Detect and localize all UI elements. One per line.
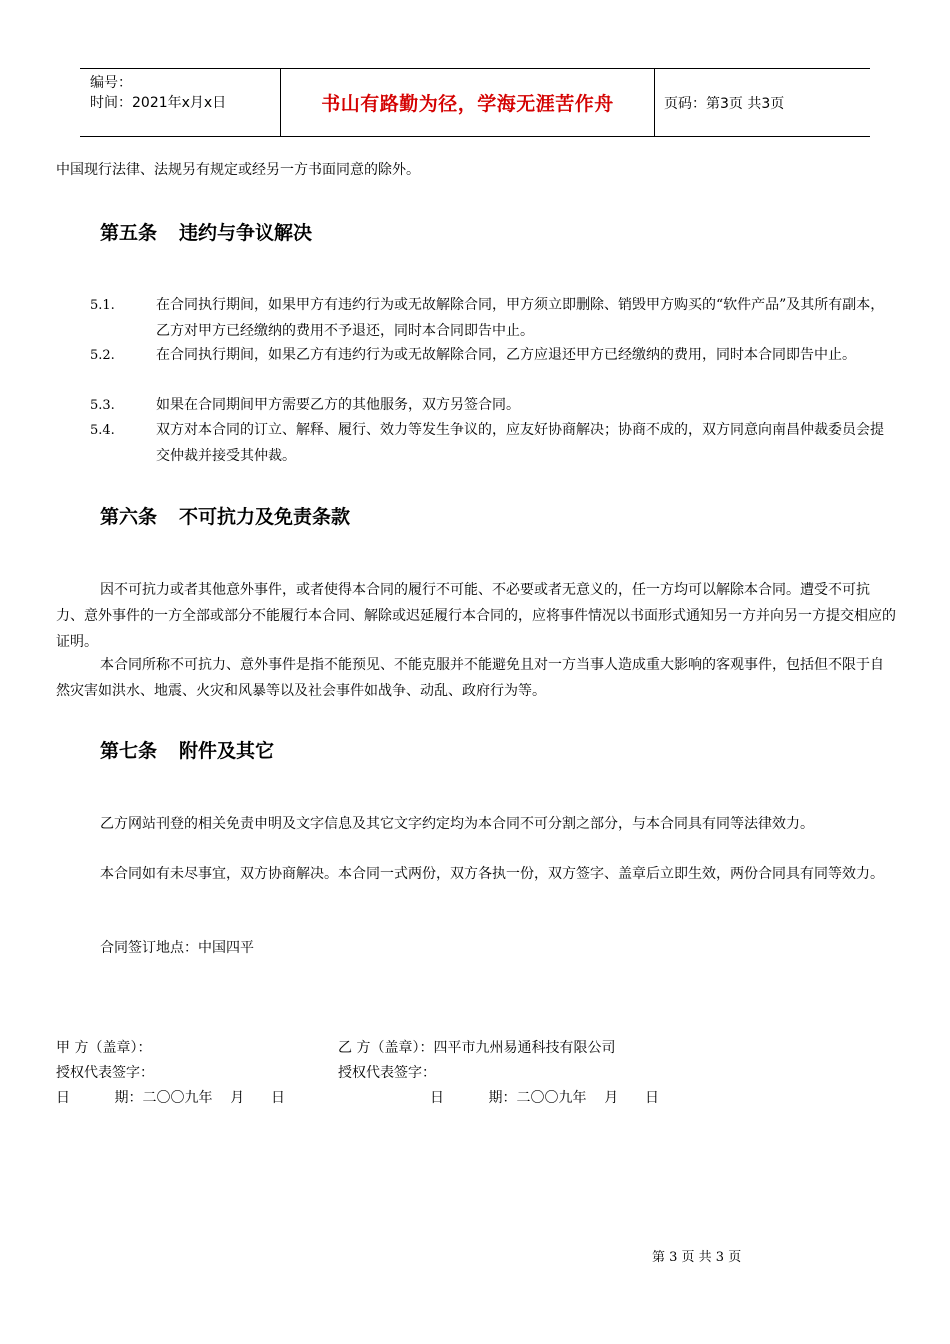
clause-text: 如果在合同期间甲方需要乙方的其他服务，双方另签合同。 — [156, 397, 520, 413]
article-title: 违约与争议解决 — [179, 222, 313, 244]
clause-text: 双方对本合同的订立、解释、履行、效力等发生争议的，应友好协商解决；协商不成的，双方同意向南昌仲裁委员会提交仲裁并接受其仲裁。 — [156, 422, 884, 464]
page-header — [80, 68, 870, 137]
party-a-date: 日 期：二〇〇九年 月 日 — [56, 1090, 286, 1106]
document-number-label: 编号： — [90, 75, 132, 91]
header-divider — [654, 69, 655, 136]
paragraph: 乙方网站刊登的相关免责申明及文字信息及其它文字约定均为本合同不可分割之部分，与本合同具有同等法律效力。 — [100, 816, 814, 832]
article-5-heading — [100, 218, 312, 245]
article-title: 附件及其它 — [179, 740, 275, 762]
clause-number: 5.3. — [90, 398, 115, 413]
paragraph: 本合同如有未尽事宜，双方协商解决。本合同一式两份，双方各执一份，双方签字、盖章后立即生效，两份合同具有同等效力。 — [100, 866, 884, 882]
article-title: 不可抗力及免责条款 — [179, 506, 351, 528]
intro-line: 中国现行法律、法规另有规定或经另一方书面同意的除外。 — [56, 162, 420, 178]
article-number: 第七条 — [100, 740, 158, 762]
document-date-label: 时间：2021年x月x日 — [90, 95, 227, 111]
article-6-heading — [100, 502, 350, 529]
paragraph: 本合同所称不可抗力、意外事件是指不能预见、不能克服并不能避免且对一方当事人造成重大影响的客观事件，包括但不限于自然灾害如洪水、地震、火灾和风暴等以及社会事件如战争、动乱、政府行为等。 — [56, 657, 884, 699]
paragraph: 因不可抗力或者其他意外事件，或者使得本合同的履行不可能、不必要或者无意义的，任一方均可以解除本合同。遭受不可抗力、意外事件的一方全部或部分不能履行本合同、解除或迟延履行本合同的，应将事件情况以书面形式通知另一方并向另一方提交相应的证明。 — [56, 582, 896, 650]
clause-number: 5.2. — [90, 348, 115, 363]
clause-number: 5.4. — [90, 423, 115, 438]
article-number: 第五条 — [100, 222, 158, 244]
article-7-heading — [100, 736, 274, 763]
party-b-seal: 乙 方（盖章）：四平市九州易通科技有限公司 — [338, 1040, 616, 1056]
clause-text: 在合同执行期间，如果甲方有违约行为或无故解除合同，甲方须立即删除、销毁甲方购买的“软件产品”及其所有副本，乙方对甲方已经缴纳的费用不予退还，同时本合同即告中止。 — [156, 297, 885, 339]
header-page-info: 页码：第3页 共3页 — [664, 96, 785, 112]
party-a-authorized-signature: 授权代表签字： — [56, 1065, 154, 1081]
clause-text: 在合同执行期间，如果乙方有违约行为或无故解除合同，乙方应退还甲方已经缴纳的费用，同时本合同即告中止。 — [156, 347, 856, 363]
party-b-date: 日 期：二〇〇九年 月 日 — [430, 1090, 660, 1106]
article-number: 第六条 — [100, 506, 158, 528]
clause-number: 5.1. — [90, 298, 115, 313]
party-a-seal: 甲 方（盖章）： — [56, 1040, 152, 1056]
header-meta — [90, 73, 226, 113]
party-b-authorized-signature: 授权代表签字： — [338, 1065, 436, 1081]
page-footer: 第 3 页 共 3 页 — [652, 1250, 742, 1265]
header-motto: 书山有路勤为径，学海无涯苦作舟 — [321, 93, 614, 115]
signing-location: 合同签订地点：中国四平 — [100, 940, 254, 956]
